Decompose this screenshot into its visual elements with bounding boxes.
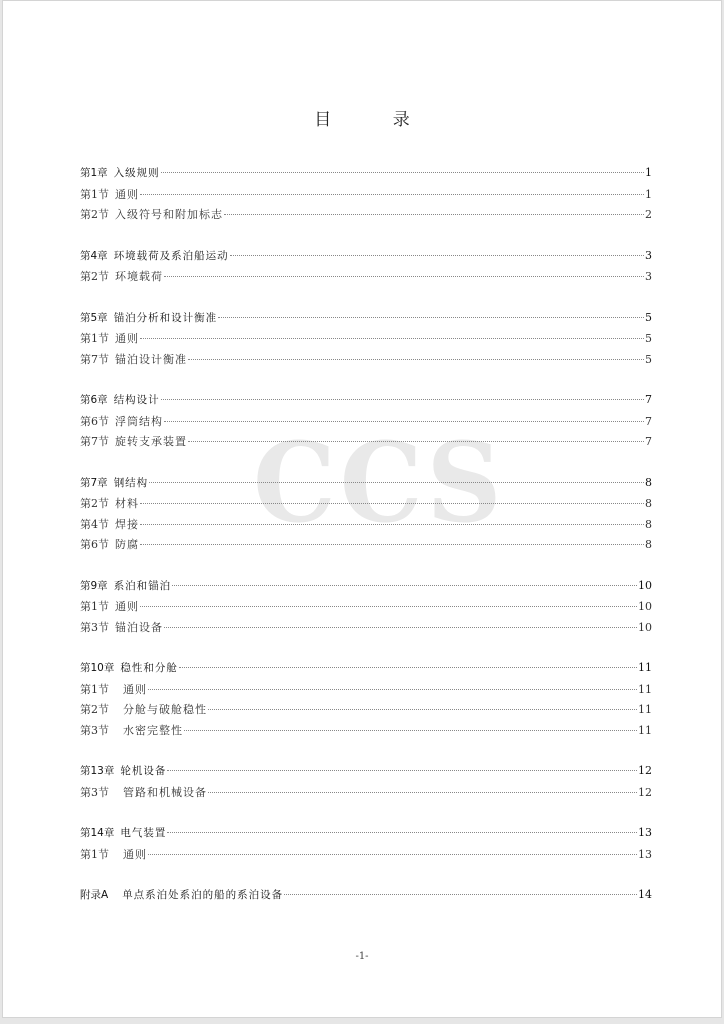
- toc-section-entry[interactable]: [80, 722, 652, 743]
- dot-leader: [164, 627, 637, 628]
- toc-entry-page: 11: [638, 661, 652, 674]
- toc-entry-label: [80, 248, 229, 263]
- toc-entry-title: 轮机设备: [120, 765, 167, 777]
- toc-entry-label: [80, 392, 160, 407]
- toc-entry-label: [80, 433, 187, 449]
- toc-entry-label: [80, 330, 139, 346]
- table-of-contents: [80, 165, 652, 929]
- toc-entry-number: 附录A: [80, 889, 109, 901]
- toc-entry-title: 稳性和分舱: [120, 662, 178, 674]
- toc-chapter-entry[interactable]: [80, 887, 652, 908]
- toc-entry-title: 通则: [123, 682, 147, 696]
- dot-leader: [167, 832, 637, 833]
- dot-leader: [148, 854, 637, 855]
- dot-leader: [161, 399, 644, 400]
- toc-entry-label: [80, 722, 183, 738]
- dot-leader: [164, 276, 644, 277]
- dot-leader: [284, 894, 637, 895]
- toc-entry-title: 通则: [115, 332, 139, 345]
- toc-group: [80, 763, 652, 804]
- toc-entry-page: 3: [645, 270, 652, 283]
- toc-entry-number: 第1节: [80, 187, 109, 201]
- toc-entry-title: 旋转支承装置: [115, 435, 187, 448]
- toc-entry-number: 第5章: [80, 311, 108, 324]
- toc-entry-title: 锚泊设备: [115, 620, 163, 634]
- toc-entry-page: 12: [638, 764, 652, 777]
- toc-entry-number: 第2节: [80, 270, 109, 283]
- toc-entry-number: 第1节: [80, 682, 109, 696]
- dot-leader: [140, 606, 637, 607]
- toc-entry-label: [80, 784, 207, 800]
- ccs-watermark: CCS: [253, 417, 506, 548]
- toc-entry-number: 第7节: [80, 435, 109, 448]
- dot-leader: [179, 667, 637, 668]
- page-title: 目 录: [314, 110, 438, 130]
- toc-entry-number: 第1节: [80, 332, 109, 345]
- toc-entry-page: 8: [645, 475, 652, 489]
- toc-section-entry[interactable]: [80, 433, 652, 454]
- toc-entry-page: 7: [645, 414, 652, 428]
- toc-chapter-entry[interactable]: [80, 165, 652, 186]
- toc-section-entry[interactable]: [80, 495, 652, 516]
- toc-entry-label: [80, 351, 187, 367]
- toc-group: [80, 475, 652, 557]
- toc-entry-number: 第1节: [80, 600, 109, 613]
- toc-entry-label: [80, 516, 139, 532]
- toc-entry-number: 第7节: [80, 352, 109, 366]
- toc-entry-title: 浮筒结构: [115, 414, 163, 428]
- toc-entry-title: 防腐: [115, 538, 139, 551]
- dot-leader: [140, 544, 644, 545]
- dot-leader: [164, 421, 644, 422]
- toc-entry-label: [80, 578, 171, 593]
- toc-section-entry[interactable]: [80, 206, 652, 227]
- toc-entry-title: 入级符号和附加标志: [115, 208, 223, 221]
- toc-section-entry[interactable]: [80, 701, 652, 722]
- toc-entry-page: 7: [645, 435, 652, 448]
- toc-section-entry[interactable]: [80, 598, 652, 619]
- toc-chapter-entry[interactable]: [80, 392, 652, 413]
- toc-entry-title: 结构设计: [113, 394, 160, 406]
- toc-entry-title: 环境载荷及系泊船运动: [113, 249, 229, 262]
- toc-entry-number: 第3节: [80, 723, 109, 737]
- toc-chapter-entry[interactable]: [80, 763, 652, 784]
- toc-entry-number: 第4节: [80, 517, 109, 531]
- dot-leader: [149, 482, 644, 483]
- toc-entry-page: 3: [645, 248, 652, 262]
- toc-section-entry[interactable]: [80, 186, 652, 207]
- dot-leader: [167, 770, 637, 771]
- toc-entry-title: 焊接: [115, 517, 139, 531]
- toc-section-entry[interactable]: [80, 846, 652, 867]
- toc-entry-number: 第3节: [80, 785, 109, 799]
- dot-leader: [140, 338, 644, 339]
- toc-entry-title: 通则: [115, 600, 139, 613]
- toc-entry-label: [80, 495, 139, 511]
- toc-entry-label: [80, 619, 163, 635]
- dot-leader: [208, 709, 637, 710]
- toc-entry-page: 11: [638, 703, 652, 716]
- toc-section-entry[interactable]: [80, 536, 652, 557]
- dot-leader: [161, 172, 644, 173]
- toc-entry-number: 第10章: [80, 662, 115, 674]
- toc-entry-page: 10: [638, 620, 652, 634]
- toc-group: [80, 887, 652, 908]
- toc-entry-page: 11: [638, 723, 652, 737]
- toc-group: [80, 248, 652, 289]
- toc-entry-number: 第6节: [80, 414, 109, 428]
- toc-entry-label: [80, 186, 139, 202]
- toc-entry-page: 13: [638, 847, 652, 861]
- dot-leader: [188, 441, 644, 442]
- toc-entry-page: 12: [638, 785, 652, 799]
- toc-entry-page: 14: [638, 888, 652, 901]
- dot-leader: [184, 730, 637, 731]
- toc-entry-title: 通则: [115, 187, 139, 201]
- toc-entry-label: [80, 887, 283, 902]
- toc-entry-page: 2: [645, 208, 652, 221]
- toc-entry-title: 管路和机械设备: [123, 785, 207, 799]
- toc-section-entry[interactable]: [80, 681, 652, 702]
- toc-entry-title: 钢结构: [113, 476, 149, 489]
- toc-group: [80, 392, 652, 454]
- toc-section-entry[interactable]: [80, 784, 652, 805]
- toc-entry-label: [80, 846, 147, 862]
- toc-entry-number: 第9章: [80, 579, 108, 592]
- toc-chapter-entry[interactable]: [80, 475, 652, 496]
- toc-entry-page: 8: [645, 538, 652, 551]
- dot-leader: [140, 524, 644, 525]
- dot-leader: [230, 255, 644, 256]
- toc-entry-title: 入级规则: [113, 167, 160, 179]
- dot-leader: [140, 194, 644, 195]
- toc-entry-label: [80, 268, 163, 284]
- dot-leader: [208, 792, 637, 793]
- toc-entry-number: 第14章: [80, 827, 115, 839]
- toc-entry-title: 分舱与破舱稳性: [123, 703, 207, 716]
- toc-chapter-entry[interactable]: [80, 578, 652, 599]
- dot-leader: [148, 689, 637, 690]
- toc-entry-number: 第3节: [80, 620, 109, 634]
- toc-entry-page: 1: [645, 166, 652, 179]
- toc-entry-number: 第13章: [80, 765, 115, 777]
- toc-entry-page: 8: [645, 517, 652, 531]
- toc-section-entry[interactable]: [80, 516, 652, 537]
- toc-entry-title: 材料: [115, 497, 139, 510]
- toc-entry-number: 第2节: [80, 208, 109, 221]
- toc-group: [80, 660, 652, 742]
- toc-entry-title: 系泊和锚泊: [113, 579, 172, 592]
- toc-entry-number: 第4章: [80, 249, 108, 262]
- dot-leader: [188, 359, 644, 360]
- toc-entry-label: [80, 660, 178, 675]
- toc-entry-number: 第7章: [80, 476, 108, 489]
- toc-entry-title: 锚泊设计衡准: [115, 352, 187, 366]
- toc-entry-title: 单点系泊处系泊的船的系泊设备: [122, 889, 284, 901]
- toc-chapter-entry[interactable]: [80, 660, 652, 681]
- toc-entry-number: 第1节: [80, 847, 109, 861]
- toc-entry-label: [80, 598, 139, 614]
- toc-group: [80, 165, 652, 227]
- toc-entry-label: [80, 536, 139, 552]
- toc-entry-number: 第6章: [80, 394, 108, 406]
- toc-group: [80, 578, 652, 640]
- toc-entry-page: 8: [645, 497, 652, 510]
- toc-entry-title: 锚泊分析和设计衡准: [113, 311, 218, 324]
- toc-entry-page: 11: [638, 682, 652, 696]
- toc-entry-label: [80, 310, 217, 325]
- toc-group: [80, 310, 652, 372]
- toc-entry-label: [80, 763, 166, 778]
- toc-section-entry[interactable]: [80, 268, 652, 289]
- toc-entry-label: [80, 165, 160, 180]
- toc-entry-page: 5: [645, 310, 652, 324]
- toc-chapter-entry[interactable]: [80, 825, 652, 846]
- document-page: [2, 0, 722, 1018]
- toc-entry-label: [80, 413, 163, 429]
- toc-chapter-entry[interactable]: [80, 310, 652, 331]
- toc-entry-label: [80, 681, 147, 697]
- toc-entry-page: 10: [638, 578, 652, 592]
- dot-leader: [140, 503, 644, 504]
- toc-entry-number: 第6节: [80, 538, 109, 551]
- toc-entry-page: 7: [645, 393, 652, 406]
- toc-entry-number: 第2节: [80, 703, 109, 716]
- dot-leader: [218, 317, 644, 318]
- toc-entry-page: 5: [645, 352, 652, 366]
- toc-chapter-entry[interactable]: [80, 248, 652, 269]
- toc-group: [80, 825, 652, 866]
- toc-entry-label: [80, 701, 207, 717]
- toc-section-entry[interactable]: [80, 413, 652, 434]
- toc-entry-page: 13: [638, 826, 652, 839]
- toc-entry-label: [80, 475, 148, 490]
- toc-entry-title: 水密完整性: [123, 723, 183, 737]
- toc-entry-page: 10: [638, 600, 652, 613]
- page-number: -1-: [355, 951, 369, 962]
- toc-entry-label: [80, 206, 223, 222]
- toc-section-entry[interactable]: [80, 619, 652, 640]
- toc-section-entry[interactable]: [80, 351, 652, 372]
- toc-entry-number: 第1章: [80, 167, 108, 179]
- dot-leader: [172, 585, 637, 586]
- toc-entry-number: 第2节: [80, 497, 109, 510]
- toc-entry-title: 环境载荷: [115, 270, 163, 283]
- toc-entry-page: 5: [645, 332, 652, 345]
- toc-entry-page: 1: [645, 187, 652, 201]
- toc-entry-title: 通则: [123, 847, 147, 861]
- toc-section-entry[interactable]: [80, 330, 652, 351]
- toc-entry-label: [80, 825, 166, 840]
- dot-leader: [224, 214, 644, 215]
- toc-entry-title: 电气装置: [120, 827, 167, 839]
